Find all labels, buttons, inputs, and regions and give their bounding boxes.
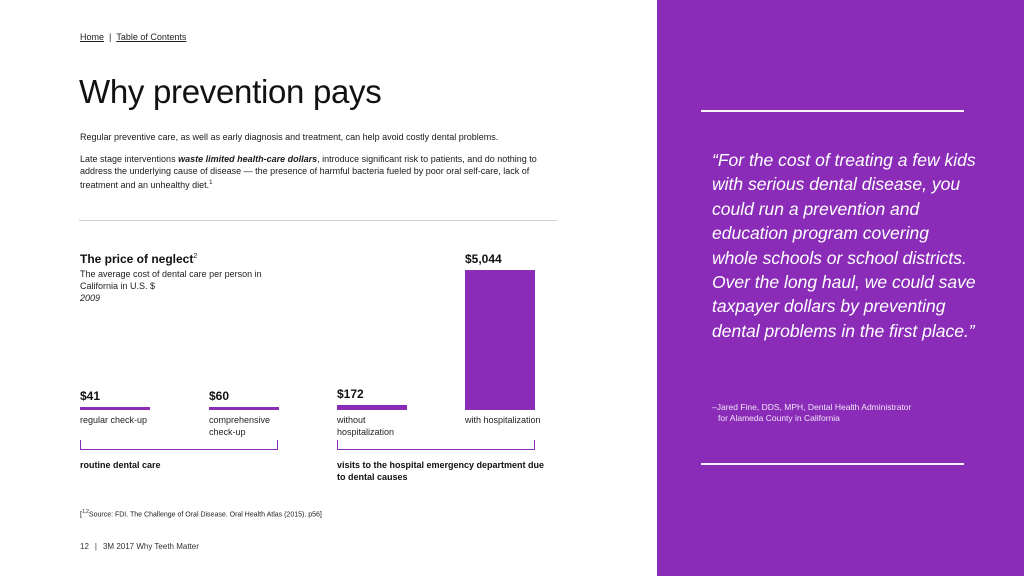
- chart-title-text: The price of neglect: [80, 252, 194, 266]
- chart-title-footnote: 2: [193, 253, 198, 260]
- intro-p2-after: , introduce significant risk to patients, and do nothing to address the underlying cause of disease — the presence of harmful bacteria fueled by poor oral self-care, lack of treatment and an unhealthy diet.: [80, 154, 537, 190]
- emergency-group-label: visits to the hospital emergency department due to dental causes: [337, 460, 545, 482]
- page-number: 12: [80, 542, 89, 551]
- document-title: 3M 2017 Why Teeth Matter: [102, 542, 199, 551]
- footnote-prefix: [: [80, 511, 82, 519]
- breadcrumb: [80, 32, 186, 42]
- chart-title: [80, 252, 197, 266]
- emergency-bracket: [337, 440, 535, 450]
- quote-attribution: [712, 402, 972, 424]
- bar-value-label: $41: [80, 389, 101, 403]
- bar-category-label: without hospitalization: [337, 415, 395, 437]
- bar-category-label: regular check-up: [80, 415, 148, 425]
- attribution-line-1: –Jared Fine, DDS, MPH, Dental Health Administrator: [712, 402, 912, 412]
- intro-text: [80, 131, 550, 201]
- footnote-sup: 1,2: [81, 509, 89, 515]
- breadcrumb-separator: |: [109, 32, 112, 42]
- table-of-contents-link[interactable]: Table of Contents: [116, 32, 187, 42]
- chart-year: 2009: [80, 293, 101, 303]
- intro-paragraph-1: Regular preventive care, as well as early diagnosis and treatment, can help avoid costly dental problems.: [80, 132, 499, 142]
- page-footer: [80, 542, 199, 551]
- page-title: Why prevention pays: [79, 73, 382, 110]
- bar-category-label: comprehensive check-up: [209, 415, 271, 437]
- pull-quote: “For the cost of treating a few kids with serious dental disease, you could run a prevention and education program covering whole schools or school districts. Over the long haul, we could save taxpayer dollars by preventing dental problems in the first place.”: [712, 150, 976, 341]
- bar-value-label: $5,044: [465, 252, 502, 266]
- intro-p2-emphasis: waste limited health-care dollars: [178, 154, 318, 164]
- chart-bar: [80, 407, 150, 410]
- footnote-text: Source: FDI. The Challenge of Oral Disease. Oral Health Atlas (2015). p56]: [88, 511, 322, 519]
- routine-group-label: routine dental care: [80, 460, 161, 470]
- chart-bar: [337, 405, 407, 410]
- quote-bottom-rule: [701, 463, 964, 465]
- intro-p2-before: Late stage interventions: [80, 154, 179, 164]
- quote-top-rule: [701, 110, 964, 112]
- quote-panel: [657, 0, 1024, 576]
- chart-bar: [465, 270, 535, 410]
- routine-bracket: [80, 440, 278, 450]
- bar-category-label: with hospitalization: [465, 415, 541, 425]
- intro-paragraph-2: [80, 153, 550, 191]
- intro-footnote-ref: 1: [209, 180, 213, 186]
- attribution-line-2: for Alameda County in California: [718, 413, 840, 423]
- bar-value-label: $60: [209, 389, 230, 403]
- section-divider: [79, 220, 557, 221]
- footnote: [80, 509, 322, 518]
- home-link[interactable]: Home: [80, 32, 105, 42]
- chart-bar: [209, 407, 279, 410]
- bar-value-label: $172: [337, 387, 364, 402]
- chart-subtitle: The average cost of dental care per person in California in U.S. $: [80, 269, 262, 291]
- footer-separator: |: [94, 542, 97, 551]
